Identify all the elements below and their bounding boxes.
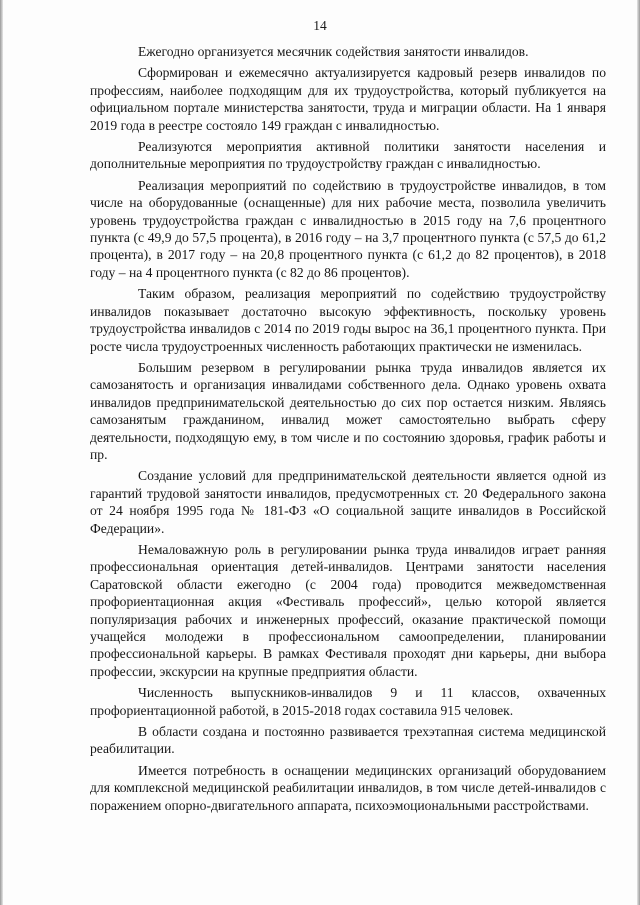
document-body [90, 43, 606, 818]
page-number: 14 [313, 18, 327, 33]
paragraph: Имеется потребность в оснащении медицинских организаций оборудованием для комплексной медицинской реабилитации инвалидов, в том числе детей-инвалидов с поражением опорно-двигательного аппарата, психоэмоциональными расстройствами. [90, 762, 606, 813]
paragraph: Немаловажную роль в регулировании рынка труда инвалидов играет ранняя профессиональная ориентация детей-инвалидов. Центрами занятости населения Саратовской области ежегодно (с 2004 года) проводится межведомственная профориентационная акция «Фестиваль профессий», целью которой является популяризация рабочих и инженерных профессий, оказание практической помощи учащейся молодежи в профессиональном самоопределении, планировании профессиональной карьеры. В рамках Фестиваля проходят дни карьеры, дни выбора профессии, экскурсии на крупные предприятия области. [90, 541, 606, 679]
paragraph: Численность выпускников-инвалидов 9 и 11 классов, охваченных профориентационной работой, в 2015-2018 годах составила 915 человек. [90, 685, 606, 718]
paragraph: Сформирован и ежемесячно актуализируется кадровый резерв инвалидов по профессиям, наиболее подходящим для их трудоустройства, который публикуется на официальном портале министерства занятости, труда и миграции области. На 1 января 2019 года в реестре состояло 149 граждан с инвалидностью. [90, 65, 606, 133]
paragraph: Создание условий для предпринимательской деятельности является одной из гарантий трудовой занятости инвалидов, предусмотренных ст. 20 Федерального закона от 24 ноября 1995 года № 181-ФЗ «О социальной защите инвалидов в Российской Федерации». [90, 468, 606, 536]
scan-edge-left [0, 0, 3, 905]
paragraph: В области создана и постоянно развивается трехэтапная система медицинской реабилитации. [90, 724, 606, 757]
paragraph: Реализация мероприятий по содействию в трудоустройстве инвалидов, в том числе на оборудованные (оснащенные) для них рабочие места, позволила увеличить уровень трудоустройства граждан с инвалидностью в 2015 году на 7,6 процентного пункта (с 49,9 до 57,5 процента), в 2016 году – на 3,7 процентного пункта (с 57,5 до 61,2 процента), в 2017 году – на 20,8 процентного пункта (с 61,2 до 82 процентов), в 2018 году – на 4 процентного пункта (с 82 до 86 процентов). [90, 177, 606, 280]
paragraph: Реализуются мероприятия активной политики занятости населения и дополнительные мероприятия по трудоустройству граждан с инвалидностью. [90, 139, 606, 172]
paragraph: Большим резервом в регулировании рынка труда инвалидов является их самозанятость и организация инвалидами собственного дела. Однако уровень охвата инвалидов предпринимательской деятельностью до сих пор остается низким. Являясь самозанятым гражданином, инвалид может самостоятельно выбрать сферу деятельности, подходящую ему, в том числе и по состоянию здоровья, график работы и пр. [90, 359, 606, 462]
paragraph: Таким образом, реализация мероприятий по содействию трудоустройству инвалидов показывает достаточно высокую эффективность, поскольку уровень трудоустройства инвалидов с 2014 по 2019 годы вырос на 36,1 процентного пункта. При росте числа трудоустроенных численность работающих практически не изменилась. [90, 286, 606, 354]
paragraph: Ежегодно организуется месячник содействия занятости инвалидов. [138, 44, 529, 59]
